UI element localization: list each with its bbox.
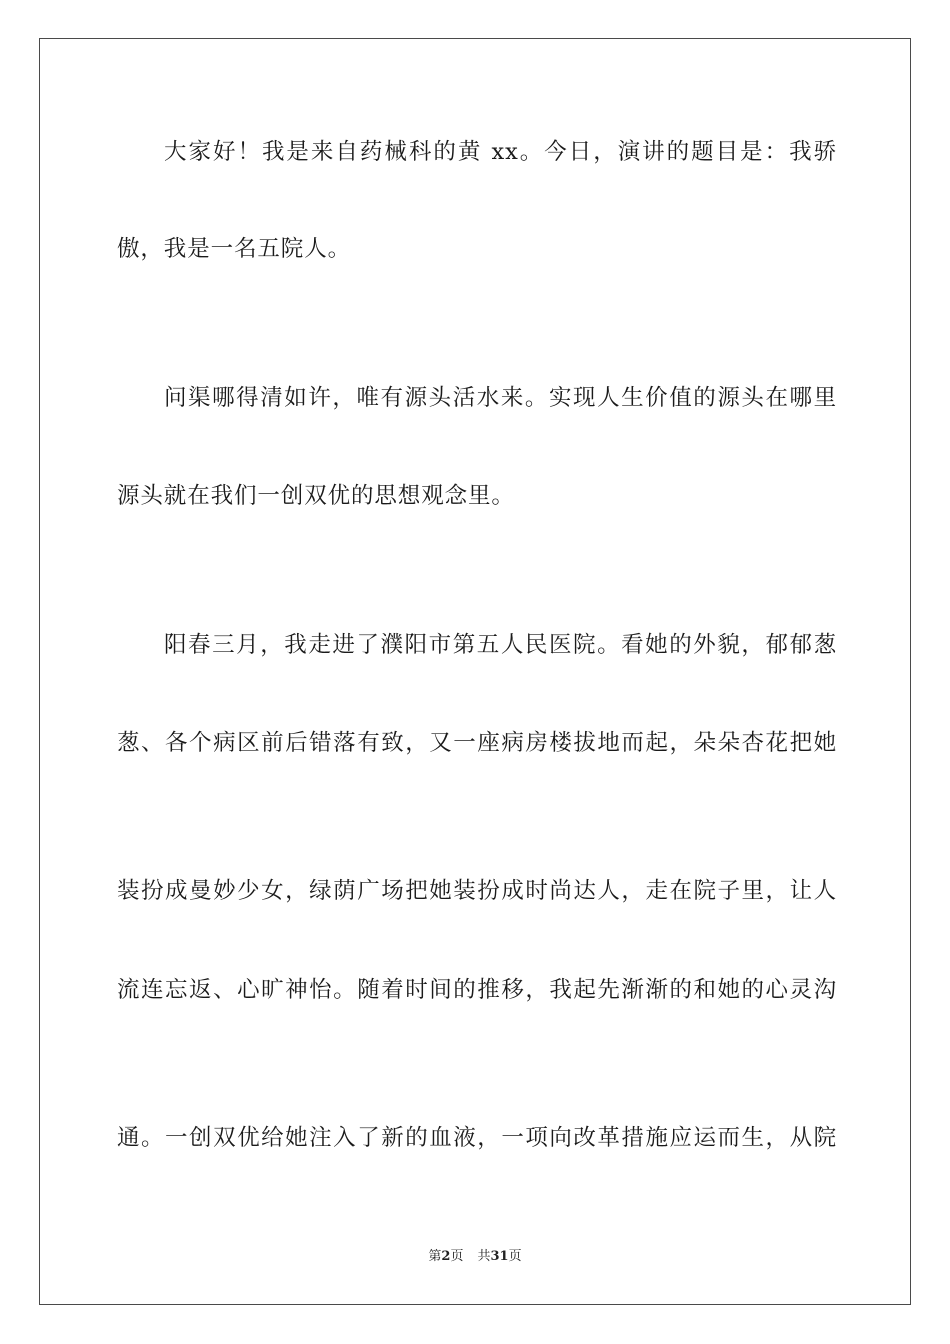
paragraph-3-line-5: 通。一创双优给她注入了新的血液，一项向改革措施应运而生，从院 [117, 1125, 837, 1151]
paragraph-3-line-2: 葱、各个病区前后错落有致，又一座病房楼拔地而起，朵朵杏花把她 [117, 730, 837, 756]
paragraph-3-line-3: 装扮成曼妙少女，绿荫广场把她装扮成时尚达人，走在院子里，让人 [117, 878, 837, 904]
paragraph-1-line-2: 傲，我是一名五院人。 [117, 236, 352, 262]
page-prefix: 第 [428, 1249, 442, 1264]
page-suffix: 页 [450, 1249, 464, 1264]
paragraph-3-line-4: 流连忘返、心旷神怡。随着时间的推移，我起先渐渐的和她的心灵沟 [117, 977, 837, 1003]
paragraph-2-line-2: 源头就在我们一创双优的思想观念里。 [117, 483, 515, 509]
page-border [39, 38, 911, 1305]
paragraph-3-line-1: 阳春三月，我走进了濮阳市第五人民医院。看她的外貌，郁郁葱 [164, 632, 837, 658]
page-current-number: 2 [441, 1249, 451, 1264]
total-prefix: 共 [477, 1249, 491, 1264]
page-total-number: 31 [490, 1249, 509, 1264]
total-suffix: 页 [508, 1249, 522, 1264]
page-footer [0, 1248, 950, 1266]
paragraph-2-line-1: 问渠哪得清如许，唯有源头活水来。实现人生价值的源头在哪里 [164, 385, 837, 411]
paragraph-1-line-1: 大家好！我是来自药械科的黄 xx。今日，演讲的题目是：我骄 [164, 139, 837, 165]
